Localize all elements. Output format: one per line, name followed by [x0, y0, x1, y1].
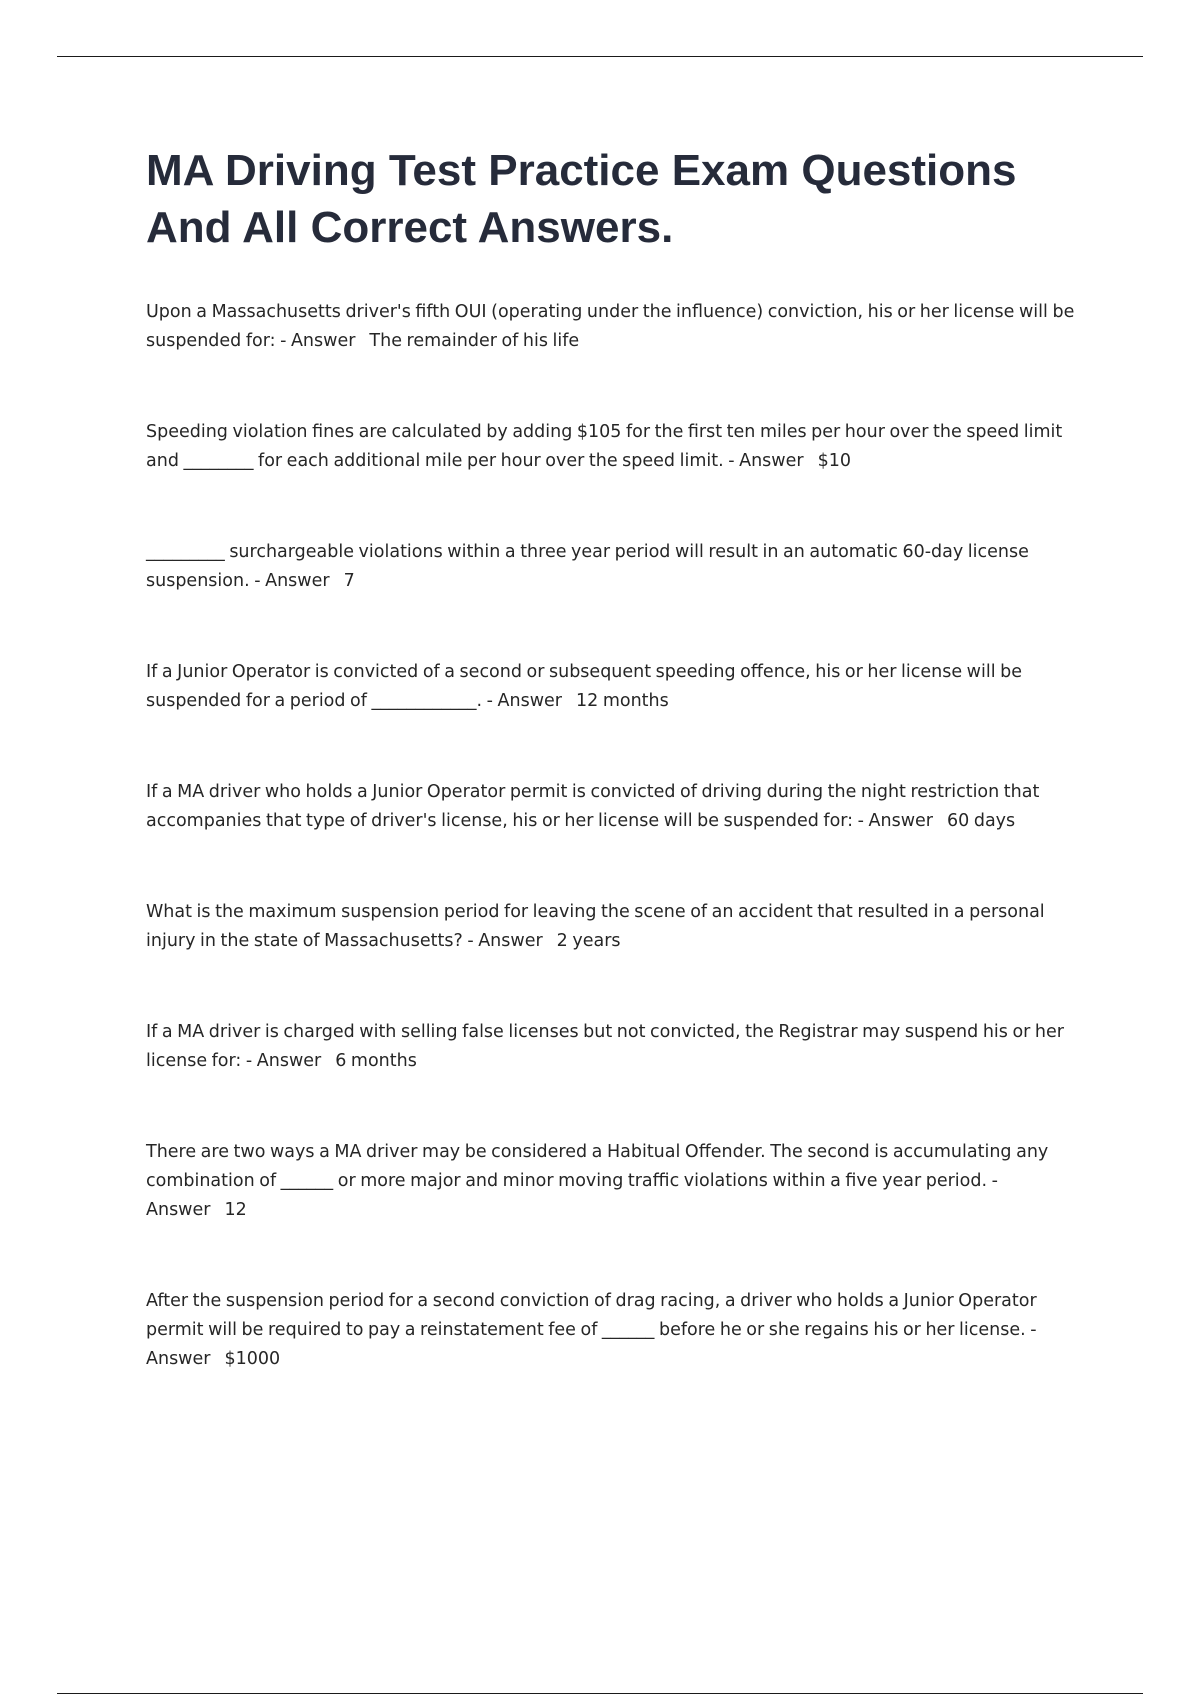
question-item	[146, 418, 1086, 476]
bottom-divider	[57, 1693, 1143, 1694]
answer-label: - Answer	[146, 1171, 998, 1220]
answer-text: The remainder of his life	[369, 331, 580, 351]
question-item	[146, 658, 1086, 716]
answer-text: 2 years	[556, 931, 621, 951]
answer-label: - Answer	[728, 451, 804, 471]
answer-text: 6 months	[335, 1051, 417, 1071]
answer-label: - Answer	[146, 1320, 1037, 1369]
question-text: _________ surchargeable violations within a three year period will result in an automatic 60-day license suspension.	[146, 542, 1029, 591]
answer-label: - Answer	[486, 691, 562, 711]
question-text: What is the maximum suspension period for leaving the scene of an accident that resulted in a personal injury in the state of Massachusetts?	[146, 902, 1045, 951]
question-item	[146, 1138, 1086, 1225]
answer-text: 7	[343, 571, 355, 591]
question-text: There are two ways a MA driver may be considered a Habitual Offender. The second is accumulating any combination of ______ or more major and minor moving traffic violations within a five year period.	[146, 1142, 1049, 1191]
question-item	[146, 1287, 1086, 1374]
question-text: If a MA driver who holds a Junior Operator permit is convicted of driving during the night restriction that accompanies that type of driver's license, his or her license will be suspended for:	[146, 782, 1040, 831]
answer-text: 12	[224, 1200, 247, 1220]
question-item	[146, 1018, 1086, 1076]
question-text: Speeding violation fines are calculated by adding $105 for the first ten miles per hour over the speed limit and ________ for each additional mile per hour over the speed limit.	[146, 422, 1063, 471]
question-list	[146, 298, 1086, 1374]
question-item	[146, 538, 1086, 596]
top-divider	[57, 56, 1143, 57]
answer-label: - Answer	[280, 331, 356, 351]
answer-label: - Answer	[467, 931, 543, 951]
question-text: If a MA driver is charged with selling false licenses but not convicted, the Registrar may suspend his or her license for:	[146, 1022, 1064, 1071]
question-text: Upon a Massachusetts driver's fifth OUI (operating under the influence) conviction, his or her license will be suspended for:	[146, 302, 1075, 351]
document-title: MA Driving Test Practice Exam Questions And All Correct Answers.	[146, 146, 1017, 252]
answer-label: - Answer	[857, 811, 934, 831]
question-text: After the suspension period for a second conviction of drag racing, a driver who holds a Junior Operator permit will be required to pay a reinstatement fee of ______ before he or she regains his or her license.	[146, 1291, 1037, 1340]
answer-text: 60 days	[947, 811, 1016, 831]
question-item	[146, 778, 1086, 836]
answer-label: - Answer	[245, 1051, 322, 1071]
question-item	[146, 898, 1086, 956]
answer-text: 12 months	[575, 691, 669, 711]
answer-label: - Answer	[254, 571, 330, 591]
document-body	[146, 142, 1086, 1436]
question-text: If a Junior Operator is convicted of a second or subsequent speeding offence, his or her license will be suspended for a period of ____________.	[146, 662, 1023, 711]
answer-text: $10	[817, 451, 851, 471]
question-item	[146, 298, 1086, 356]
answer-text: $1000	[224, 1349, 281, 1369]
